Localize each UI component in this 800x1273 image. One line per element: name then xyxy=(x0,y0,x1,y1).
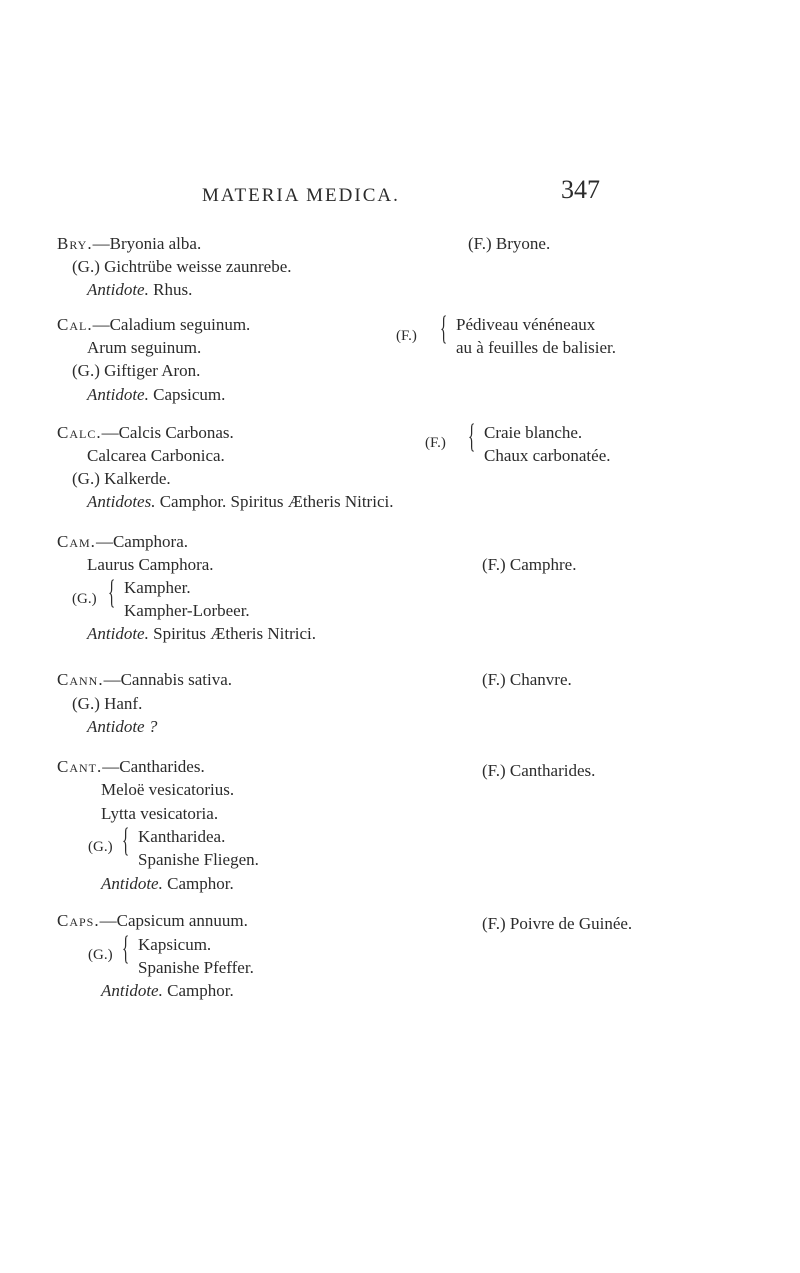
brace-icon: { xyxy=(108,574,116,611)
antidote-label: Antidote. xyxy=(101,981,163,1000)
entry-abbr: Cant. xyxy=(57,757,103,776)
antidote-label: Antidote. xyxy=(87,280,149,299)
entry-german-line-1: Kantharidea. xyxy=(138,827,226,846)
antidote-label: Antidote. xyxy=(87,624,149,643)
antidote-text: Capsicum. xyxy=(153,385,226,404)
entry-german-line-2: Spanishe Fliegen. xyxy=(138,850,259,869)
antidote-text: Camphor. Spiritus Ætheris Nitrici. xyxy=(159,492,394,511)
entry-antidote xyxy=(87,385,225,405)
entry-alt-name-1: Meloë vesicatorius. xyxy=(101,780,235,799)
entry-french-line-2: Chaux carbonatée. xyxy=(484,446,611,465)
german-prefix: (G.) xyxy=(88,947,113,963)
entry-antidote xyxy=(87,280,192,300)
entry-latin-name: —Bryonia alba. xyxy=(92,234,202,253)
antidote-label: Antidote. xyxy=(101,874,163,893)
entry-latin-name: —Cannabis sativa. xyxy=(103,670,233,689)
entry-latin-name: —Capsicum annuum. xyxy=(99,911,248,930)
running-header: MATERIA MEDICA. xyxy=(202,185,400,206)
entry-french-name: (F.) Chanvre. xyxy=(482,670,572,689)
entry-french-name: (F.) Bryone. xyxy=(468,234,551,253)
entry-alt-name: Calcarea Carbonica. xyxy=(87,446,225,465)
page-number: 347 xyxy=(561,175,600,204)
entry-latin-name: —Camphora. xyxy=(95,532,189,551)
brace-icon: { xyxy=(122,930,130,967)
french-prefix: (F.) xyxy=(396,328,417,344)
antidote-text: Rhus. xyxy=(153,280,193,299)
german-prefix: (G.) xyxy=(72,591,97,607)
entry-french-line-2: au à feuilles de balisier. xyxy=(456,338,617,357)
entry-abbr: Cal. xyxy=(57,315,93,334)
entry-german-name: (G.) Gichtrübe weisse zaunrebe. xyxy=(72,257,292,276)
entry-german-line-2: Spanishe Pfeffer. xyxy=(138,958,254,977)
entry-french-name: (F.) Poivre de Guinée. xyxy=(482,914,633,933)
entry-antidote xyxy=(87,492,393,512)
entry-cam-heading xyxy=(57,532,188,552)
antidote-text: Spiritus Ætheris Nitrici. xyxy=(153,624,317,643)
antidote-text: Camphor. xyxy=(167,981,234,1000)
antidote-label: Antidote. xyxy=(87,385,149,404)
entry-french-line-1: Craie blanche. xyxy=(484,423,583,442)
entry-cant-heading xyxy=(57,757,205,777)
entry-latin-name: —Calcis Carbonas. xyxy=(101,423,234,442)
entry-antidote xyxy=(101,981,234,1001)
entry-abbr: Caps. xyxy=(57,911,100,930)
entry-german-name: (G.) Kalkerde. xyxy=(72,469,171,488)
brace-icon: { xyxy=(122,822,130,859)
entry-bry-heading xyxy=(57,234,201,254)
entry-alt-name-2: Lytta vesicatoria. xyxy=(101,804,219,823)
entry-antidote xyxy=(87,624,316,644)
entry-latin-name: —Caladium seguinum. xyxy=(92,315,251,334)
entry-abbr: Bry. xyxy=(57,234,93,253)
entry-abbr: Cam. xyxy=(57,532,96,551)
entry-french-name: (F.) Camphre. xyxy=(482,555,577,574)
entry-german-line-2: Kampher-Lorbeer. xyxy=(124,601,250,620)
entry-abbr: Calc. xyxy=(57,423,102,442)
antidote-text: Camphor. xyxy=(167,874,234,893)
german-prefix: (G.) xyxy=(88,839,113,855)
antidote-label: Antidotes. xyxy=(87,492,156,511)
entry-caps-heading xyxy=(57,911,248,931)
entry-calc-heading xyxy=(57,423,234,443)
antidote-label: Antidote ? xyxy=(87,717,158,736)
entry-abbr: Cann. xyxy=(57,670,104,689)
entry-german-name: (G.) Giftiger Aron. xyxy=(72,361,201,380)
entry-cann-heading xyxy=(57,670,232,690)
entry-german-line-1: Kapsicum. xyxy=(138,935,212,954)
entry-french-name: (F.) Cantharides. xyxy=(482,761,596,780)
entry-german-name: (G.) Hanf. xyxy=(72,694,143,713)
brace-icon: { xyxy=(468,418,476,455)
french-prefix: (F.) xyxy=(425,435,446,451)
entry-antidote xyxy=(101,874,234,894)
entry-french-line-1: Pédiveau vénéneaux xyxy=(456,315,596,334)
entry-cal-heading xyxy=(57,315,250,335)
entry-alt-name: Laurus Camphora. xyxy=(87,555,214,574)
brace-icon: { xyxy=(440,310,448,347)
entry-german-line-1: Kampher. xyxy=(124,578,191,597)
entry-latin-name: —Cantharides. xyxy=(102,757,205,776)
entry-alt-name: Arum seguinum. xyxy=(87,338,202,357)
